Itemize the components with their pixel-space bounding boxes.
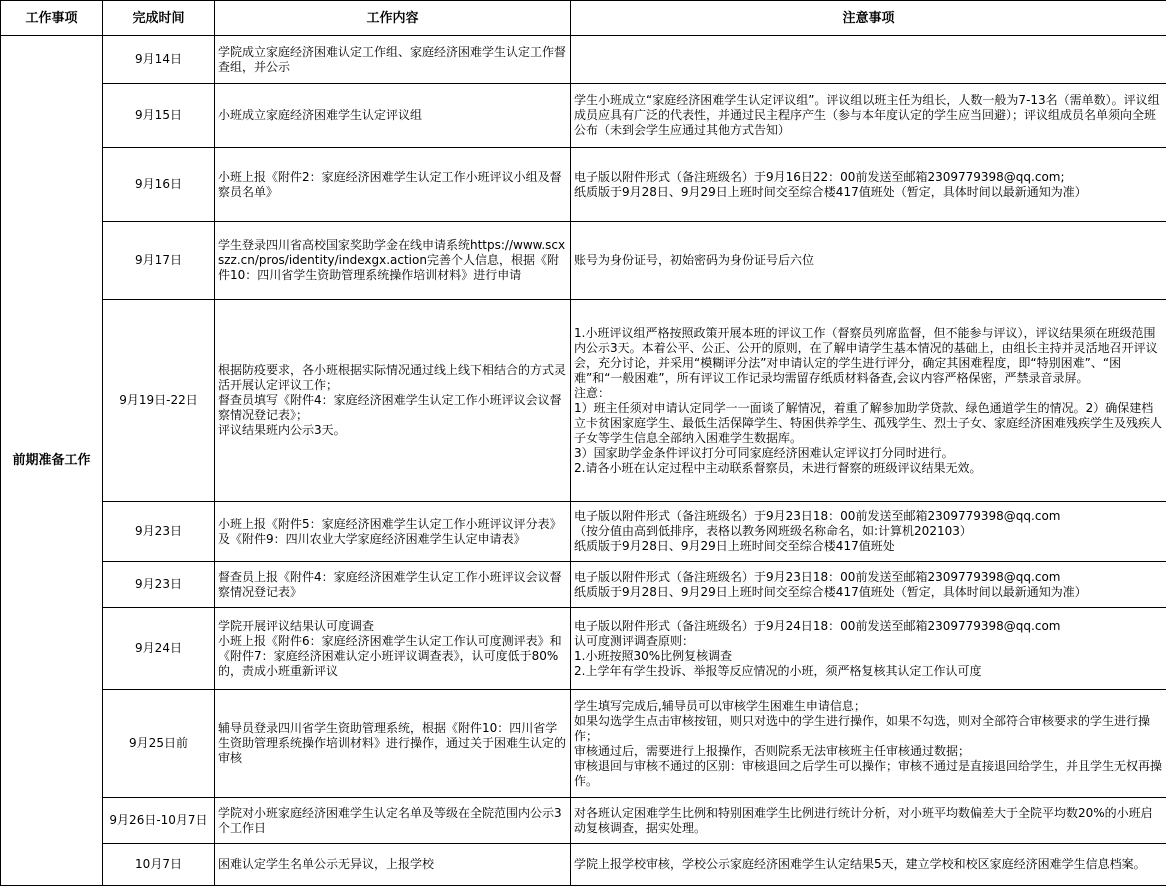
- notes-cell: 电子版以附件形式（备注班级名）于9月16日22：00前发送至邮箱2309779398@qq.com; 纸质版于9月28日、9月29日上班时间交至综合楼417值班处（暂定，具体时间以最新通知为准）: [571, 148, 1166, 222]
- content-cell: 困难认定学生名单公示无异议，上报学校: [215, 844, 571, 886]
- table-row: [1, 844, 1166, 886]
- time-cell: 9月24日: [103, 608, 215, 690]
- table-row: [1, 148, 1166, 222]
- time-cell: 9月26日-10月7日: [103, 798, 215, 844]
- header-time: 完成时间: [103, 1, 215, 36]
- table-row: [1, 562, 1166, 608]
- content-cell: 学院成立家庭经济困难认定工作组、家庭经济困难学生认定工作督查组，并公示: [215, 36, 571, 84]
- notes-cell: 学生小班成立“家庭经济困难学生认定评议组”。评议组以班主任为组长，人数一般为7-13名（需单数）。评议组成员应具有广泛的代表性，并通过民主程序产生（参与本年度认定的学生应当回避）；评议组成员名单须向全班公布（未到会学生应通过其他方式告知）: [571, 84, 1166, 148]
- table-row: [1, 608, 1166, 690]
- table-row: [1, 222, 1166, 300]
- notes-cell: 1.小班评议组严格按照政策开展本班的评议工作（督察员列席监督，但不能参与评议），评议结果须在班级范围内公示3天。本着公平、公正、公开的原则，在了解申请学生基本情况的基础上，由组长主持并灵活地召开评议会，充分讨论，并采用“模糊评分法”对申请认定的学生进行评分，确定其困难程度，即“特别困难”、“困难”和“一般困难”，所有评议工作记录均需留存纸质材料备查,会议内容严格保密，严禁录音录屏。 注意： 1）班主任须对申请认定同学一一面谈了解情况，着重了解参加助学贷款、绿色通道学生的情况。2）确保建档立卡贫困家庭学生、最低生活保障学生、特困供养学生、孤残学生、烈士子女、家庭经济困难残疾学生及残疾人子女等学生信息全部纳入困难学生数据库。 3）国家助学金条件评议打分可同家庭经济困难认定评议打分同时进行。 2.请各小班在认定过程中主动联系督察员，未进行督察的班级评议结果无效。: [571, 300, 1166, 502]
- notes-cell: [571, 36, 1166, 84]
- time-cell: 9月17日: [103, 222, 215, 300]
- header-category: 工作事项: [1, 1, 103, 36]
- content-cell: 学院对小班家庭经济困难学生认定名单及等级在全院范围内公示3个工作日: [215, 798, 571, 844]
- table-row: [1, 300, 1166, 502]
- content-cell: 小班上报《附件2：家庭经济困难学生认定工作小班评议小组及督察员名单》: [215, 148, 571, 222]
- time-cell: 9月23日: [103, 562, 215, 608]
- notes-cell: 账号为身份证号，初始密码为身份证号后六位: [571, 222, 1166, 300]
- header-content: 工作内容: [215, 1, 571, 36]
- header-notes: 注意事项: [571, 1, 1166, 36]
- table-row: [1, 798, 1166, 844]
- content-cell: 辅导员登录四川省学生资助管理系统，根据《附件10：四川省学生资助管理系统操作培训材料》进行操作，通过关于困难生认定的审核: [215, 690, 571, 798]
- content-cell: 学生登录四川省高校国家奖助学金在线申请系统https://www.scxszz.cn/pros/identity/indexgx.action完善个人信息，根据《附件10：四川省学生资助管理系统操作培训材料》进行申请: [215, 222, 571, 300]
- notes-cell: 电子版以附件形式（备注班级名）于9月23日18：00前发送至邮箱2309779398@qq.com 纸质版于9月28日、9月29日上班时间交至综合楼417值班处（暂定，具体时间以最新通知为准）: [571, 562, 1166, 608]
- time-cell: 9月14日: [103, 36, 215, 84]
- header-row: [1, 1, 1166, 36]
- table-row: [1, 84, 1166, 148]
- content-cell: 督查员上报《附件4：家庭经济困难学生认定工作小班评议会议督察情况登记表》: [215, 562, 571, 608]
- notes-cell: 电子版以附件形式（备注班级名）于9月23日18：00前发送至邮箱2309779398@qq.com （按分值由高到低排序，表格以教务网班级名称命名，如:计算机202103） 纸质版于9月28日、9月29日上班时间交至综合楼417值班处: [571, 502, 1166, 562]
- table-row: [1, 36, 1166, 84]
- category-cell: 前期准备工作: [1, 36, 103, 886]
- time-cell: 9月16日: [103, 148, 215, 222]
- content-cell: 小班成立家庭经济困难学生认定评议组: [215, 84, 571, 148]
- notes-cell: 学生填写完成后,辅导员可以审核学生困难生申请信息； 如果勾选学生点击审核按钮，则只对选中的学生进行操作，如果不勾选，则对全部符合审核要求的学生进行操作； 审核通过后，需要进行上报操作，否则院系无法审核班主任审核通过数据； 审核退回与审核不通过的区别：审核退回之后学生可以操作；审核不通过是直接退回给学生，并且学生无权再操作。: [571, 690, 1166, 798]
- table-row: [1, 690, 1166, 798]
- time-cell: 10月7日: [103, 844, 215, 886]
- time-cell: 9月19日-22日: [103, 300, 215, 502]
- notes-cell: 电子版以附件形式（备注班级名）于9月24日18：00前发送至邮箱2309779398@qq.com 认可度测评调查原则： 1.小班按照30%比例复核调查 2.上学年有学生投诉、举报等反应情况的小班，须严格复核其认定工作认可度: [571, 608, 1166, 690]
- table-row: [1, 502, 1166, 562]
- time-cell: 9月25日前: [103, 690, 215, 798]
- time-cell: 9月23日: [103, 502, 215, 562]
- time-cell: 9月15日: [103, 84, 215, 148]
- notes-cell: 对各班认定困难学生比例和特别困难学生比例进行统计分析，对小班平均数偏差大于全院平均数20%的小班启动复核调查，据实处理。: [571, 798, 1166, 844]
- notes-cell: 学院上报学校审核，学校公示家庭经济困难学生认定结果5天，建立学校和校区家庭经济困难学生信息档案。: [571, 844, 1166, 886]
- content-cell: 根据防疫要求，各小班根据实际情况通过线上线下相结合的方式灵活开展认定评议工作； 督查员填写《附件4：家庭经济困难学生认定工作小班评议会议督察情况登记表》； 评议结果班内公示3天。: [215, 300, 571, 502]
- content-cell: 小班上报《附件5：家庭经济困难学生认定工作小班评议评分表》及《附件9：四川农业大学家庭经济困难学生认定申请表》: [215, 502, 571, 562]
- content-cell: 学院开展评议结果认可度调查 小班上报《附件6：家庭经济困难学生认定工作认可度测评表》和《附件7：家庭经济困难认定小班评议调查表》，认可度低于80%的，责成小班重新评议: [215, 608, 571, 690]
